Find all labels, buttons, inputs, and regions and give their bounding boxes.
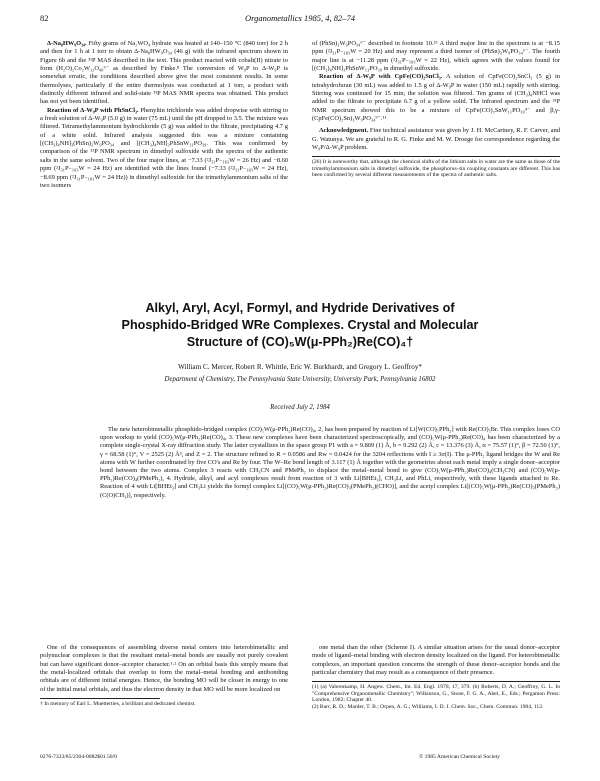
article-code: 0276-7333/85/2304-0082$01.50/0 xyxy=(40,754,117,760)
footnote-divider xyxy=(40,698,160,699)
paragraph-heading: Δ-Na₈HW₉O₃₄. xyxy=(47,40,87,47)
acknowledgment xyxy=(312,127,560,152)
paragraph-continued: of (PhSn)₃W₉PO₃₄⁶⁻ described in footnote 10.²⁶ A third major line in the spectrum is at −8.15 ppm (²J₃₁P₋₁₈₃W = 20 Hz) and may represent a third isomer of (PhSn)₃W₉PO₃₄⁶⁻. The fourth major line is at −11.28 ppm (²J₃₁P₋₁₈₃W = 22 Hz), which agrees with the values found for [(CH₃)₄NH]₃PhSnW₁₁PO₃₉ in dimethyl sulfoxide. xyxy=(312,40,560,73)
author-list: William C. Mercer, Robert R. Whittle, Eric W. Burkhardt, and Gregory L. Geoffroy* xyxy=(177,363,423,371)
paragraph-phsncl3 xyxy=(40,107,288,190)
paragraph-text: Phenyltin trichloride was added dropwise with stirring to a fresh solution of Δ-W₉P (5.0 g) in water (75 mL) until the pH dropped to 3.5. The mixture was filtered. Tetramethylammonium hydrochloride (5 g) was added to the filtrate, precipitating 4.7 g of a white solid. Infrared analysis suggested this was a mixture containing [(CH₃)₄NH]₃(PhSn)₃W₉PO₃₄ and [(CH₃)₄NH]₃PhSnW₁₁PO₃₉. This was confirmed by comparison of the ³¹P NMR spectrum in dimethyl sulfoxide with the spectra of the authentic salts in the same solvent. Two of the four major lines, at −7.33 (²J₃₁P₋₁₈₃W = 26 Hz) and −8.60 ppm (²J₃₁P₋₁₈₃W = 24 Hz) are identified with the lines found (−7.33 (²J₃₁P₋₁₈₃W = 24 Hz), −8.69 ppm (²J₃₁P₋₁₈₃W = 24 Hz)) in dimethyl sulfoxide for the trimethylammonium salts of the two isomers xyxy=(40,106,288,189)
paragraph-na-salt xyxy=(40,40,288,107)
title-line: Phosphido-Bridged WRe Complexes. Crystal and Molecular xyxy=(121,318,479,332)
acknowledgment-text: Fine technical assistance was given by J. H. McCartney, R. F. Carver, and G. Watunya. We are grateful to R. G. Finke and M. W. Droege for correspondence regarding the W₉P/Δ-W₉P problem. xyxy=(312,127,560,152)
paragraph-text: Fifty grams of Na₂WO₄ hydrate was heated at 140–150 °C (840 torr) for 2 h and then for 1 h at 1 torr to obtain Δ-Na₈HW₉O₃₄ (46 g) with the infrared spectrum shown in Figure 6b and the ³¹P MAS described in the text. This product reacted with cobalt(II) nitrate to form (H₂O)₂Co₂W₁₂O₄₀⁶⁻ as described by Finke.⁸ The conversion of W₉P to Δ-W₉P is somewhat erratic, the conditions described above give the most consistent results. In some thermolyses, particularly if the entire thermolysis was conducted at 1 torr, a product with distinctly different infrared and solid-state ³¹P MAS NMR spectra was obtained. This product has not yet been identified. xyxy=(40,40,288,106)
dedication-footnote: † In memory of Earl L. Muetterties, a brilliant and dedicated chemist. xyxy=(40,701,196,708)
title-line: Alkyl, Aryl, Acyl, Formyl, and Hydride Derivatives of xyxy=(145,301,455,315)
abstract: The new heterobimetallic phosphido-bridged complex (CO)₅W(μ-PPh₂)Re(CO)₄, 2, has been prepared by reaction of Li[W(CO)₅PPh₂] with Re(CO)₅Br. This complex loses CO upon workup to yield (CO)₅W(μ-PPh₂)Re(CO)₄, 3. These new complexes have been characterized spectroscopically, and (CO)₅W(μ-PPh₂)Re(CO)₄ has been characterized by a complete single-crystal X-ray diffraction study. The latter crystallizes in the space group P1 with a = 9.809 (1) Å, b = 9.292 (2) Å, c = 13.376 (3) Å, α = 75.57 (1)°, β = 72.50 (1)°, γ = 68.58 (1)°, V = 2525 (2) Å³, and Z = 2. The structure refined to R = 0.0586 and Rw = 0.0424 for the 3204 reflections with I ≥ 3σ(I). The μ-PPh₂ ligand bridges the W and Re atoms with W further coordinated by five CO's and Re by four. The W–Re bond length of 3.117 (1) Å together with the geometries about each metal imply a single donor–acceptor bond between the two atoms. Complex 3 reacts with CH₃CN and PMePh₂ to displace the metal–metal bond to give (CO)₅W(μ-PPh₂)Re(CO)₄(CH₃CN) and (CO)₅W(μ-PPh₂)Re(CO)₄(PMePh₂), 4. Hydride, alkyl, and acyl complexes result from reaction of 3 with Li[BHEt₃], CH₃Li, and PhLi, respectively, with these ligands attached to Re. Reaction of 4 with Li[BHEt₃] and CH₃Li yields the formyl complex Li[(CO)₅W(μ-PPh₂)Re(CO)₃(PMePh₂)(CHO)], and the acetyl complex Li[(CO)₅W(μ-PPh₂)Re(CO)₃(PMePh₂)(C(O)CH₃)], respectively. xyxy=(100,426,560,499)
copyright: © 1985 American Chemical Society xyxy=(419,754,500,760)
paragraph-heading: Reaction of Δ-W₉P with PhSnCl₃. xyxy=(47,106,139,114)
journal-citation: Organometallics 1985, 4, 82–74 xyxy=(245,13,355,23)
top-right-column xyxy=(312,40,560,179)
paragraph-text: A solution of CpFe(CO)₂SnCl₃ (5 g) in tetrahydrofuran (30 mL) was added to 1.5 g of Δ-W₉P in water (150 mL) rapidly with stirring. Stirring was continued for 15 min; the solution was filtered. Ten grams of (CH₃)₄NHCl was added to the filtrate to precipitate 6.7 g of a yellow solid. The infrared spectrum and the ³¹P NMR spectrum showed this to be a mixture of CpFe(CO)₂SnW₁₁PO₃₉⁴⁻ and β,γ-(CpFe(CO)₂Sn)₃W₉PO₃₄⁹⁻.¹¹ xyxy=(312,73,560,123)
intro-paragraph-continued: one metal than the other (Scheme I). A similar situation arises for the usual donor–acceptor mode of ligand–metal binding with electron density localized on the ligand. For heterobimetallic complexes, an important question concerns the strength of these donor–acceptor bonds and the particular chemistry that may result as a consequence of their presence. xyxy=(312,644,560,677)
paragraph-cpfe xyxy=(312,73,560,123)
intro-paragraph: One of the consequences of assembling diverse metal centers into heterobimetallic and polynuclear complexes is that the resultant metal–metal bonds are usually not purely covalent but can have significant donor–acceptor character.¹·² On an orbital basis this simply means that the metal-localized orbitals that overlap to form the metal–metal bonding and antibonding orbitals are of different initial energies. Hence, the bonding MO will be closer in energy to one of the initial metal orbitals, and thus the electron density in that MO will be more localized on xyxy=(40,644,288,693)
acknowledgment-heading: Acknowledgment. xyxy=(319,127,369,135)
top-left-column xyxy=(40,40,288,190)
reference-1: (1) (a) Vahrenkamp, H. Angew. Chem., Int. Ed. Engl. 1978, 17, 379. (b) Roberts, D. A.; Geoffroy, G. L. In "Comprehensive Organometallic Chemistry"; Wilkinson, G., Stone, F. G. A., Abel, E., Eds.; Pergamon Press: London, 1982; Chapter 40. xyxy=(312,684,560,704)
paragraph-heading: Reaction of Δ-W₉P with CpFe(CO)₂SnCl₃. xyxy=(319,73,443,81)
footnote-divider xyxy=(312,681,560,682)
footnote-divider xyxy=(312,156,560,157)
received-date: Received July 2, 1984 xyxy=(270,404,330,411)
article-title xyxy=(40,300,560,351)
title-line: Structure of (CO)₅W(μ-PPh₂)Re(CO)₄† xyxy=(186,335,414,349)
footnote-26: (26) It is noteworthy that, although the chemical shifts of the lithium salts in water are the same as those of the trimethylammonium salts in dimethyl sulfoxide, the phosphorus–tin coupling constants are different. This has been confirmed by several different measurements of the spectra of authentic salts. xyxy=(312,159,560,179)
affiliation: Department of Chemistry, The Pennsylvania State University, University Park, Pennsylvania 16802 xyxy=(164,376,436,383)
bottom-right-column xyxy=(312,644,560,710)
bottom-left-column xyxy=(40,644,288,708)
reference-2: (2) Barr, R. D.; Marder, T. B.; Orpen, A. G.; Williams, I. D. J. Chem. Soc., Chem. Commun. 1984, 112. xyxy=(312,703,544,710)
page-number: 82 xyxy=(40,13,49,23)
